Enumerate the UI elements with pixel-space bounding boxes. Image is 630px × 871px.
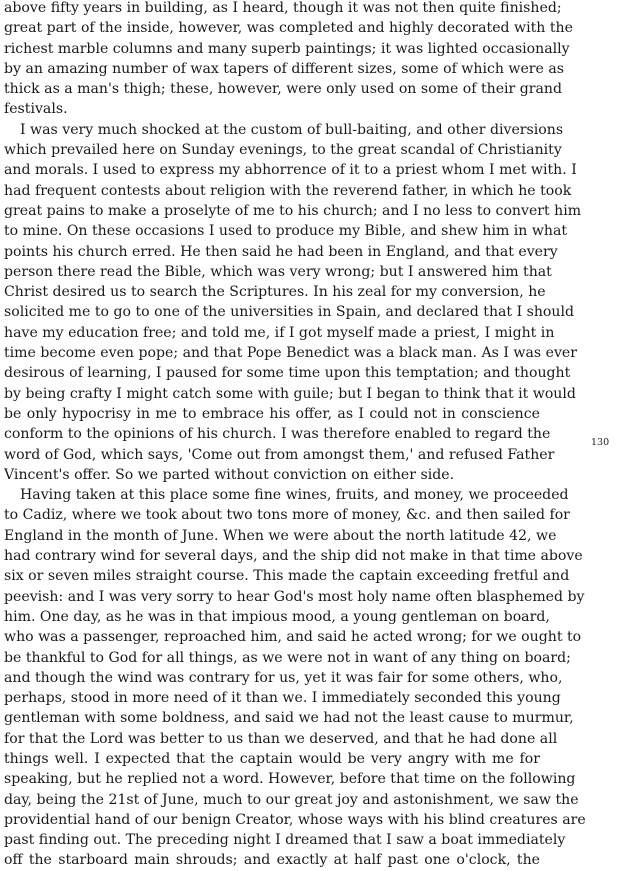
text-line: day, being the 21st of June, much to our great joy and astonishment, we saw the <box>4 791 579 808</box>
text-line: providential hand of our benign Creator, whose ways with his blind creatures are <box>4 811 586 828</box>
text-line: I was very much shocked at the custom of bull-baiting, and other diversions <box>20 121 564 138</box>
text-line: great part of the inside, however, was completed and highly decorated with the <box>4 20 573 37</box>
text-line: have my education free; and told me, if I got myself made a priest, I might in <box>4 324 555 341</box>
text-line: word of God, which says, 'Come out from amongst them,' and refused Father <box>4 446 555 463</box>
text-line: who was a passenger, reproached him, and said he acted wrong; for we ought to <box>4 629 582 646</box>
text-line: time become even pope; and that Pope Benedict was a black man. As I was ever <box>4 345 577 362</box>
text-line: gentleman with some boldness, and said we had not the least cause to murmur, <box>4 710 574 727</box>
text-line: festivals. <box>4 101 68 118</box>
text-line: six or seven miles straight course. This made the captain exceeding fretful and <box>4 568 570 585</box>
text-line: speaking, but he replied not a word. However, before that time on the following <box>4 771 576 788</box>
text-line: which prevailed here on Sunday evenings, to the great scandal of Christianity <box>4 142 562 159</box>
text-line: past finding out. The preceding night I dreamed that I saw a boat immediately <box>4 832 566 849</box>
text-line: to Cadiz, where we took about two tons more of money, &c. and then sailed for <box>4 507 570 524</box>
paragraph-3 <box>4 485 586 871</box>
text-line: solicited me to go to one of the universities in Spain, and declared that I should <box>4 304 575 321</box>
text-line: Having taken at this place some fine wines, fruits, and money, we proceeded <box>20 487 569 504</box>
text-line: richest marble columns and many superb paintings; it was lighted occasionally <box>4 40 570 57</box>
text-line: great pains to make a proselyte of me to his church; and I no less to convert him <box>4 202 582 219</box>
text-line: him. One day, as he was in that impious mood, a young gentleman on board, <box>4 608 550 625</box>
text-line: conform to the opinions of his church. I was therefore enabled to regard the <box>4 426 551 443</box>
text-line: be thankful to God for all things, as we were not in want of any thing on board; <box>4 649 571 666</box>
text-line: thick as a man's thigh; these, however, were only used on some of their grand <box>4 81 563 98</box>
text-line: peevish: and I was very sorry to hear God's most holy name often blasphemed by <box>4 588 585 605</box>
text-column <box>4 0 586 871</box>
text-line: points his church erred. He then said he had been in England, and that every <box>4 243 558 260</box>
text-line: things well. I expected that the captain would be very angry with me for <box>4 750 540 767</box>
page-number: 130 <box>591 437 610 448</box>
text-line: person there read the Bible, which was very wrong; but I answered him that <box>4 263 552 280</box>
paragraph-1 <box>4 0 573 120</box>
text-line: by an amazing number of wax tapers of different sizes, some of which were as <box>4 60 564 77</box>
text-line: for that the Lord was better to us than we deserved, and that he had done all <box>4 730 558 747</box>
text-line: off the starboard main shrouds; and exactly at half past one o'clock, the <box>4 852 540 869</box>
text-line: Christ desired us to search the Scriptures. In his zeal for my conversion, he <box>4 284 546 301</box>
text-line: by being crafty I might catch some with guile; but I began to think that it would <box>4 385 576 402</box>
text-line: be only hypocrisy in me to embrace his offer, as I could not in conscience <box>4 405 540 422</box>
text-line: perhaps, stood in more need of it than we. I immediately seconded this young <box>4 690 561 707</box>
text-line: and morals. I used to express my abhorrence of it to a priest whom I met with. I <box>4 162 577 179</box>
text-line: above fifty years in building, as I heard, though it was not then quite finished; <box>4 0 562 16</box>
text-line: and though the wind was contrary for us, yet it was fair for some others, who, <box>4 669 563 686</box>
text-line: had frequent contests about religion with the reverend father, in which he took <box>4 182 572 199</box>
text-line: desirous of learning, I paused for some time upon this temptation; and thought <box>4 365 571 382</box>
paragraph-2 <box>4 120 582 485</box>
text-line: England in the month of June. When we were about the north latitude 42, we <box>4 527 557 544</box>
text-line: to mine. On these occasions I used to produce my Bible, and shew him in what <box>4 223 568 240</box>
text-line: had contrary wind for several days, and the ship did not make in that time above <box>4 548 583 565</box>
text-line: Vincent's offer. So we parted without conviction on either side. <box>4 466 455 483</box>
